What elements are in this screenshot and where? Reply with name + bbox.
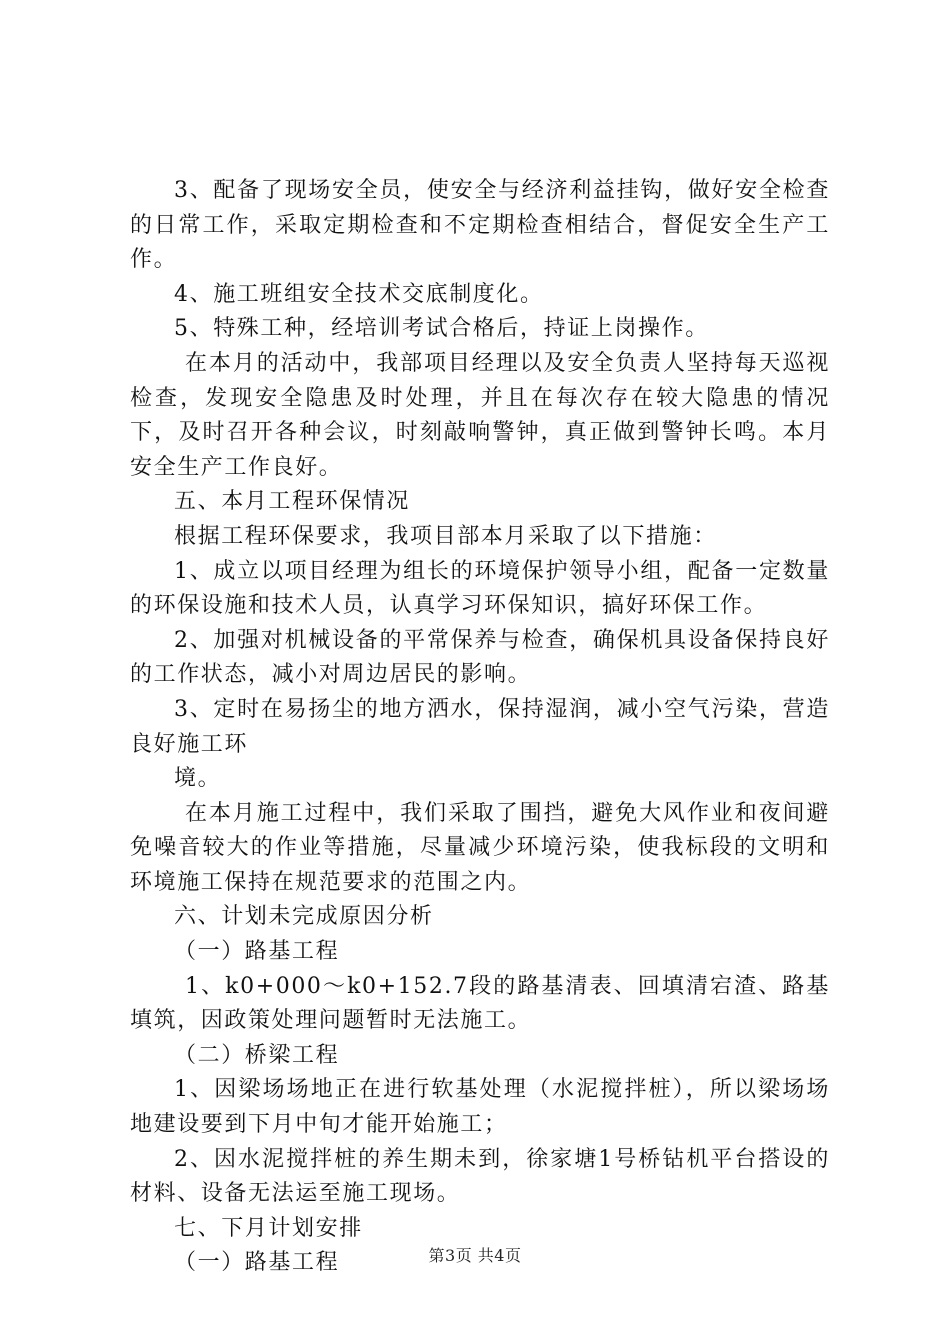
section-heading-incomplete-plan: 六、计划未完成原因分析 xyxy=(174,904,434,930)
subsection-heading-roadbed-next: （一）路基工程 xyxy=(174,1250,340,1276)
paragraph-beam-yard: 1、因梁场场地正在进行软基处理（水泥搅拌桩），所以梁场场地建设要到下月中旬才能开始施工； xyxy=(130,1077,830,1138)
paragraph-monthly-inspection: 在本月的活动中，我部项目经理以及安全负责人坚持每天巡视检查，发现安全隐患及时处理，并且在每次存在较大隐患的情况下，及时召开各种会议，时刻敲响警钟，真正做到警钟长鸣。本月安全生产工作良好。 xyxy=(130,350,830,480)
subsection-heading-bridge: （二）桥梁工程 xyxy=(174,1042,340,1068)
paragraph-special-workers: 5、特殊工种，经培训考试合格后，持证上岗操作。 xyxy=(174,316,709,342)
paragraph-safety-officer: 3、配备了现场安全员，使安全与经济利益挂钩，做好安全检查的日常工作，采取定期检查和不定期检查相结合，督促安全生产工作。 xyxy=(130,178,830,273)
page-number-footer: 第3页 共4页 xyxy=(428,1246,522,1265)
paragraph-construction-measures: 在本月施工过程中，我们采取了围挡，避免大风作业和夜间避免噪音较大的作业等措施，尽量减少环境污染，使我标段的文明和环境施工保持在规范要求的范围之内。 xyxy=(130,800,830,895)
paragraph-environment-team: 1、成立以项目经理为组长的环境保护领导小组，配备一定数量的环保设施和技术人员，认真学习环保知识，搞好环保工作。 xyxy=(130,558,830,619)
subsection-heading-roadbed: （一）路基工程 xyxy=(174,939,340,965)
paragraph-dust-control: 3、定时在易扬尘的地方洒水，保持湿润，减小空气污染，营造良好施工环 xyxy=(130,696,830,757)
section-heading-environment: 五、本月工程环保情况 xyxy=(174,489,411,515)
paragraph-dust-control-continued: 境。 xyxy=(174,766,222,792)
document-body xyxy=(130,174,830,1281)
paragraph-drilling-platform: 2、因水泥搅拌桩的养生期未到，徐家塘1号桥钻机平台搭设的材料、设备无法运至施工现场。 xyxy=(130,1146,830,1207)
section-heading-next-month: 七、下月计划安排 xyxy=(174,1215,363,1241)
paragraph-roadbed-issue: 1、k0+000～k0+152.7段的路基清表、回填清宕渣、路基填筑，因政策处理问题暂时无法施工。 xyxy=(130,973,830,1034)
paragraph-equipment-maintenance: 2、加强对机械设备的平常保养与检查，确保机具设备保持良好的工作状态，减小对周边居民的影响。 xyxy=(130,627,830,688)
paragraph-environment-intro: 根据工程环保要求，我项目部本月采取了以下措施： xyxy=(174,523,717,549)
paragraph-team-briefing: 4、施工班组安全技术交底制度化。 xyxy=(174,281,544,307)
